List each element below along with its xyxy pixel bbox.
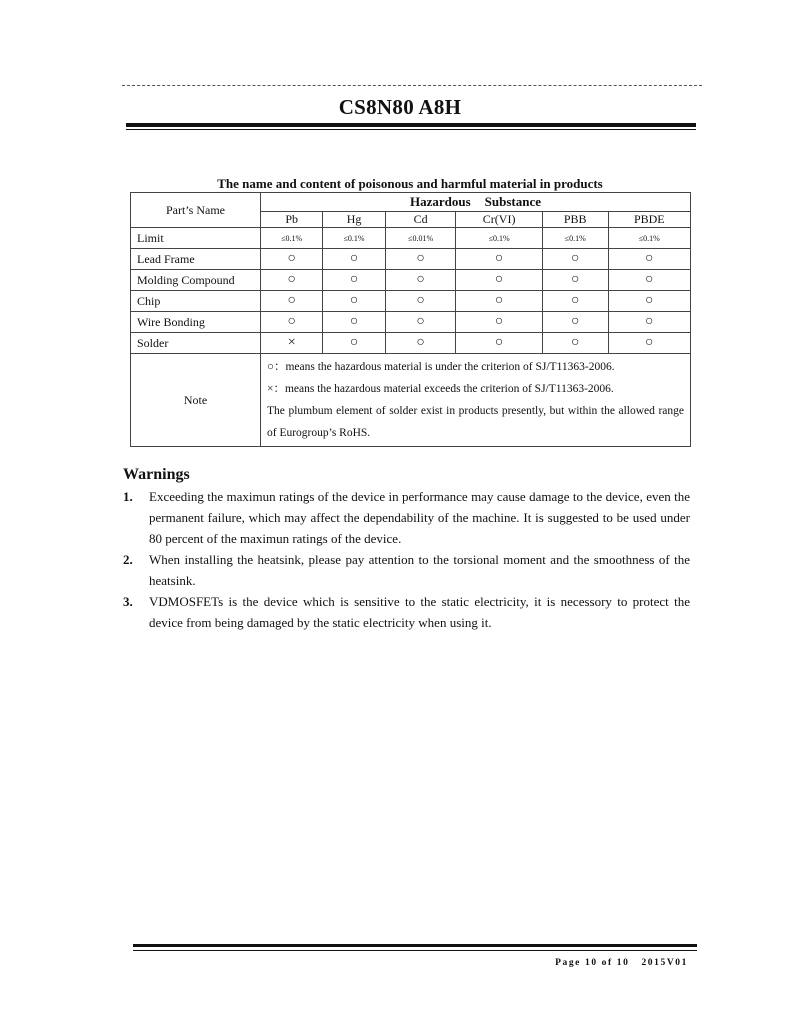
page-footer xyxy=(555,958,688,968)
note-line: ×：means the hazardous material exceeds the criterion of SJ/T11363-2006. xyxy=(267,383,614,395)
substance-header: PBB xyxy=(542,212,608,228)
compliance-mark: ○ xyxy=(608,249,690,270)
compliance-mark: ○ xyxy=(261,312,323,333)
list-item-text: Exceeding the maximun ratings of the device in performance may cause damage to the device, even the permanent failure, which may affect the dependability of the machine. It is suggested to be used under 80 percent of the maximun ratings of the device. xyxy=(149,489,690,546)
footer-thick-rule xyxy=(133,944,697,947)
limit-label: Limit xyxy=(131,228,261,249)
note-line: ○：means the hazardous material is under the criterion of SJ/T11363-2006. xyxy=(267,361,615,373)
page-number: Page 10 of 10 xyxy=(555,958,630,968)
compliance-mark: ○ xyxy=(608,291,690,312)
compliance-mark: ○ xyxy=(542,249,608,270)
compliance-mark: ○ xyxy=(456,333,542,354)
compliance-mark: × xyxy=(261,333,323,354)
substance-header: Cd xyxy=(385,212,456,228)
compliance-mark: ○ xyxy=(608,333,690,354)
compliance-mark: ○ xyxy=(261,291,323,312)
part-name: Molding Compound xyxy=(131,270,261,291)
compliance-mark: ○ xyxy=(323,270,385,291)
list-item xyxy=(123,549,690,591)
document-title: CS8N80 A8H xyxy=(338,95,462,119)
compliance-mark: ○ xyxy=(608,312,690,333)
list-item-number: 1. xyxy=(123,489,133,504)
substance-header: Hg xyxy=(323,212,385,228)
part-name: Lead Frame xyxy=(131,249,261,270)
table-row xyxy=(131,249,691,270)
warnings-heading: Warnings xyxy=(123,466,190,483)
hazard-header-word-2: Substance xyxy=(484,194,542,209)
part-name: Chip xyxy=(131,291,261,312)
limit-value: ≤0.01% xyxy=(385,228,456,249)
compliance-mark: ○ xyxy=(456,249,542,270)
compliance-mark: ○ xyxy=(261,270,323,291)
compliance-mark: ○ xyxy=(385,249,456,270)
limit-value: ≤0.1% xyxy=(323,228,385,249)
table-row xyxy=(131,333,691,354)
compliance-mark: ○ xyxy=(385,270,456,291)
limit-value: ≤0.1% xyxy=(542,228,608,249)
compliance-mark: ○ xyxy=(456,270,542,291)
footer-thin-rule xyxy=(133,950,697,951)
substance-header: PBDE xyxy=(608,212,690,228)
substance-header: Cr(VI) xyxy=(456,212,542,228)
header-thick-rule xyxy=(126,123,696,127)
compliance-mark: ○ xyxy=(323,333,385,354)
limit-value: ≤0.1% xyxy=(608,228,690,249)
list-item-text: When installing the heatsink, please pay attention to the torsional moment and the smoothness of the heatsink. xyxy=(149,552,690,588)
table-row xyxy=(131,270,691,291)
compliance-mark: ○ xyxy=(542,312,608,333)
part-name-header: Part’s Name xyxy=(131,193,261,228)
compliance-mark: ○ xyxy=(261,249,323,270)
compliance-mark: ○ xyxy=(323,312,385,333)
part-name: Solder xyxy=(131,333,261,354)
limit-value: ≤0.1% xyxy=(456,228,542,249)
header-thin-rule xyxy=(126,129,696,130)
compliance-mark: ○ xyxy=(456,291,542,312)
hazard-header-word-1: Hazardous xyxy=(409,194,471,209)
compliance-mark: ○ xyxy=(323,291,385,312)
compliance-mark: ○ xyxy=(385,291,456,312)
table-caption: The name and content of poisonous and harmful material in products xyxy=(217,176,603,191)
compliance-mark: ○ xyxy=(385,312,456,333)
document-version: 2015V01 xyxy=(641,958,688,968)
warnings-list xyxy=(123,486,690,633)
list-item xyxy=(123,486,690,549)
list-item-number: 3. xyxy=(123,594,133,609)
compliance-mark: ○ xyxy=(456,312,542,333)
list-item-number: 2. xyxy=(123,552,133,567)
compliance-mark: ○ xyxy=(542,333,608,354)
hazardous-substance-table xyxy=(130,192,691,447)
note-content xyxy=(261,354,691,447)
compliance-mark: ○ xyxy=(608,270,690,291)
part-name: Wire Bonding xyxy=(131,312,261,333)
compliance-mark: ○ xyxy=(385,333,456,354)
compliance-mark: ○ xyxy=(542,291,608,312)
compliance-mark: ○ xyxy=(542,270,608,291)
note-line: The plumbum element of solder exist in products presently, but within the allowed range of Eurogroup’s RoHS. xyxy=(267,405,684,439)
list-item xyxy=(123,591,690,633)
table-row xyxy=(131,291,691,312)
note-label: Note xyxy=(131,354,261,447)
note-row xyxy=(131,354,691,447)
header-dashed-rule xyxy=(122,85,702,86)
list-item-text: VDMOSFETs is the device which is sensitive to the static electricity, it is necessory to protect the device from being damaged by the static electricity when using it. xyxy=(149,594,690,630)
table-row xyxy=(131,312,691,333)
substance-header: Pb xyxy=(261,212,323,228)
compliance-mark: ○ xyxy=(323,249,385,270)
hazardous-substance-header xyxy=(261,193,691,212)
limit-value: ≤0.1% xyxy=(261,228,323,249)
limit-row xyxy=(131,228,691,249)
